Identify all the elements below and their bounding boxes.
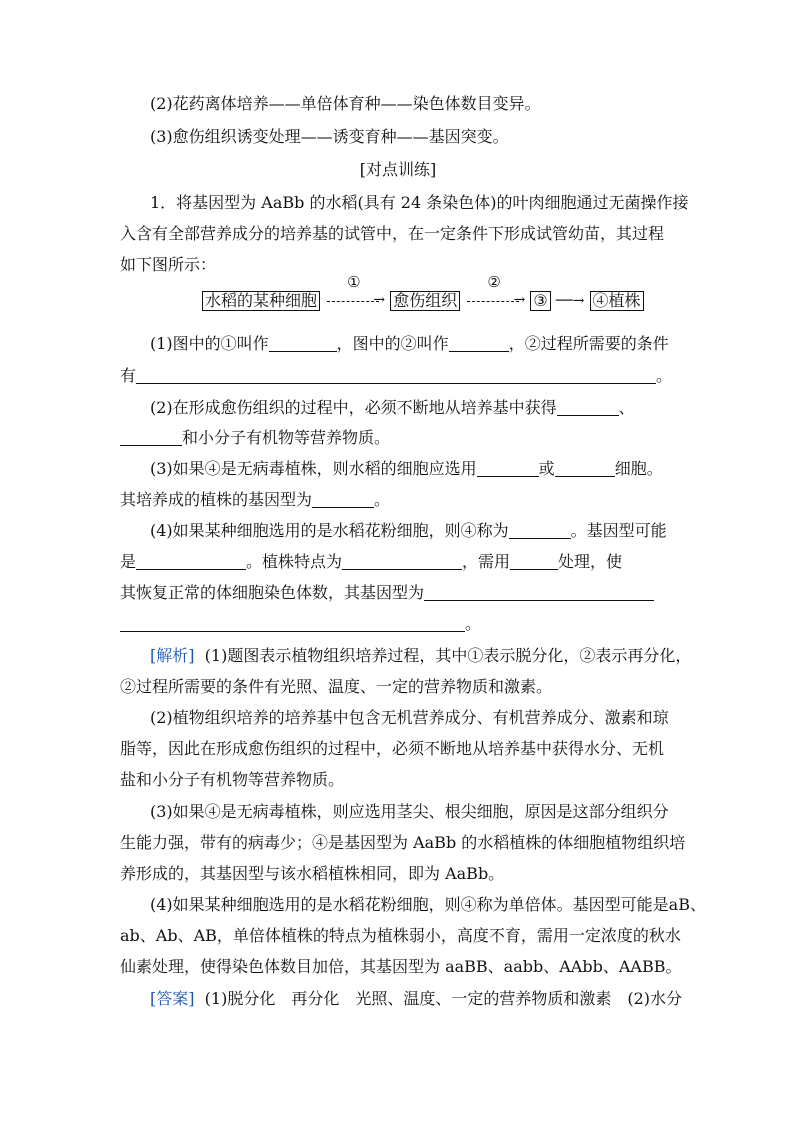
answer-blank[interactable]	[342, 553, 462, 570]
answer-blank[interactable]	[424, 584, 654, 601]
intro-line-3: (3)愈伤组织诱变处理——诱变育种——基因突变。	[150, 127, 509, 146]
process-flow-diagram	[202, 273, 644, 313]
subquestion-2: (2)在形成愈伤组织的过程中，必须不断地从培养基中获得 、	[150, 398, 635, 417]
question-text: 如下图所示：	[120, 255, 217, 274]
analysis-tag: [解析]	[150, 646, 195, 665]
subquestion-4-cont: 是 。植株特点为 ，需用 处理，使	[120, 552, 623, 571]
flow-step-plant: ④植株	[590, 291, 644, 311]
analysis-text: 养形成的，其基因型与该水稻植株相同，即为 AaBb。	[120, 864, 505, 883]
analysis-text: (3)如果④是无病毒植株，则应选用茎尖、根尖细胞，原因是这部分组织分	[150, 802, 669, 821]
subquestion-1: (1)图中的①叫作 ，图中的②叫作 ，②过程所需要的条件	[150, 334, 669, 353]
flow-arrow-1	[325, 273, 386, 313]
answer-blank[interactable]	[449, 335, 509, 352]
answer-blank[interactable]	[557, 399, 619, 416]
analysis-text: 仙素处理，使得染色体数目加倍，其基因型为 aaBB、aabb、AAbb、AABB。	[120, 957, 682, 976]
analysis-text: ②过程所需要的条件有光照、温度、一定的营养物质和激素。	[120, 677, 553, 696]
analysis-text: 脂等，因此在形成愈伤组织的过程中，必须不断地从培养基中获得水分、无机	[120, 739, 665, 758]
arrow-head-icon: →	[513, 292, 526, 308]
answer-blank[interactable]	[510, 553, 558, 570]
flow-arrow-2	[465, 273, 526, 313]
flow-step-cell: 水稻的某种细胞	[202, 291, 320, 311]
subquestion-1-cont: 有 。	[120, 366, 673, 385]
section-title: [对点训练]	[359, 160, 437, 179]
subquestion-4: (4)如果某种细胞选用的是水稻花粉细胞，则④称为 。基因型可能	[150, 521, 667, 540]
arrow-head-icon: →	[373, 292, 386, 308]
answer-blank[interactable]	[136, 367, 656, 384]
answer-blank[interactable]	[509, 522, 571, 539]
answer-tag: [答案]	[150, 989, 195, 1008]
analysis-text: (2)植物组织培养的培养基中包含无机营养成分、有机营养成分、激素和琼	[150, 708, 669, 727]
analysis-paragraph-1: [解析] (1)题图表示植物组织培养过程，其中①表示脱分化，②表示再分化，	[150, 646, 692, 665]
answer-blank[interactable]	[120, 429, 182, 446]
question-text: 入含有全部营养成分的培养基的试管中，在一定条件下形成试管幼苗，其过程	[120, 224, 665, 243]
analysis-text: 盐和小分子有机物等营养物质。	[120, 770, 345, 789]
flow-arrow-label: ②	[487, 273, 501, 291]
flow-step-callus: 愈伤组织	[390, 291, 460, 311]
flow-arrow-label: ①	[347, 273, 361, 291]
subquestion-3: (3)如果④是无病毒植株，则水稻的细胞应选用 或 细胞。	[150, 459, 663, 478]
answer-paragraph: [答案] (1)脱分化 再分化 光照、温度、一定的营养物质和激素 (2)水分	[150, 989, 683, 1008]
intro-line-2: (2)花药离体培养——单倍体育种——染色体数目变异。	[150, 94, 541, 113]
arrow-line	[327, 301, 379, 302]
answer-blank[interactable]	[120, 615, 465, 632]
answer-blank[interactable]	[136, 553, 246, 570]
answer-blank[interactable]	[312, 491, 374, 508]
subquestion-4-cont2: 其恢复正常的体细胞染色体数，其基因型为	[120, 581, 654, 605]
answer-blank[interactable]	[477, 460, 539, 477]
analysis-text: ab、Ab、AB，单倍体植株的特点为植株弱小，高度不育，需用一定浓度的秋水	[120, 926, 681, 945]
subquestion-2-cont: 和小分子有机物等营养物质。	[120, 426, 390, 450]
question-text: 1．将基因型为 AaBb 的水稻(具有 24 条染色体)的叶肉细胞通过无菌操作接	[150, 193, 689, 212]
subquestion-3-cont: 其培养成的植株的基因型为 。	[120, 490, 391, 509]
flow-step-3: ③	[530, 291, 550, 311]
analysis-text: 生能力强，带有的病毒少；④是基因型为 AaBb 的水稻植株的体细胞植物组织培	[120, 833, 686, 852]
arrow-icon: ──→	[555, 293, 585, 309]
answer-blank[interactable]	[269, 335, 337, 352]
answer-blank[interactable]	[555, 460, 615, 477]
arrow-line	[467, 301, 519, 302]
analysis-text: (4)如果某种细胞选用的是水稻花粉细胞，则④称为单倍体。基因型可能是aB、	[150, 895, 706, 914]
subquestion-4-cont3: 。	[120, 612, 481, 636]
